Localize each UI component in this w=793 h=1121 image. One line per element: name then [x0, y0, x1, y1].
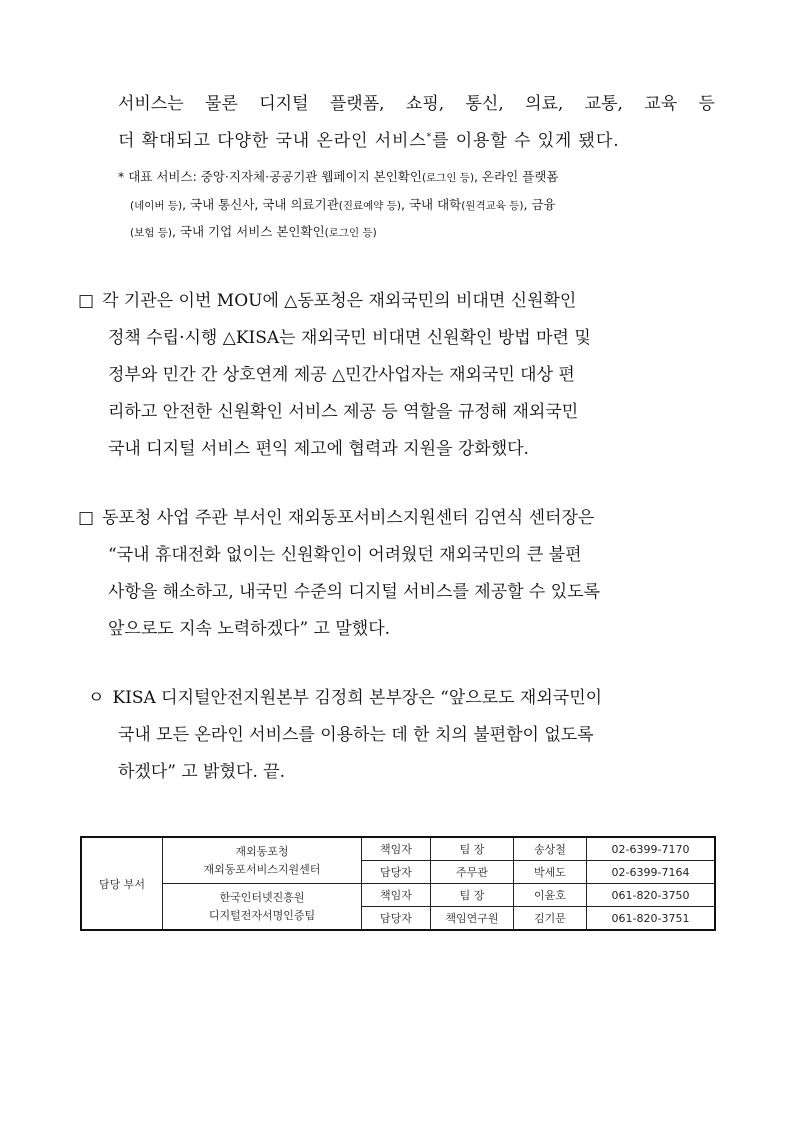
- box-bullet-icon: □: [78, 508, 95, 528]
- quote1-line-3: 사항을 해소하고, 내국민 수준의 디지털 서비스를 제공할 수 있도록: [108, 582, 601, 602]
- quote1-line-2: “국내 휴대전화 없이는 신원확인이 어려웠던 재외국민의 큰 불편: [108, 545, 582, 565]
- intro-word: 플랫폼,: [329, 94, 385, 114]
- org-unit: 디지털전자서명인증팀: [208, 908, 316, 922]
- dept-label: 담당 부서: [81, 837, 163, 930]
- quote1-line-1: [78, 507, 594, 529]
- phone-cell: 061-820-3751: [587, 907, 716, 931]
- intro-word: 통신,: [465, 94, 504, 114]
- footnote-text: , 국내 통신사, 국내 의료기관: [182, 197, 339, 212]
- footnote-text: , 국내 기업 서비스 본인확인: [171, 224, 325, 239]
- footnote-text: , 온라인 플랫폼: [474, 169, 559, 184]
- title-cell: 팀 장: [431, 837, 514, 861]
- name-cell: 송상철: [514, 837, 587, 861]
- footnote-line-2: [130, 196, 556, 215]
- footnote-paren: (로그인 등): [421, 172, 475, 184]
- role-cell: 담당자: [362, 907, 431, 931]
- footnote-paren: (원격교육 등): [461, 200, 524, 212]
- name-cell: 이윤호: [514, 884, 587, 907]
- footnote-line-1: [118, 168, 558, 187]
- footnote-text: * 대표 서비스: 중앙·지자체·공공기관 웹페이지 본인확인: [118, 169, 422, 184]
- org-name: 한국인터넷진흥원: [219, 890, 305, 904]
- mou-text: 각 기관은 이번 MOU에 △동포청은 재외국민의 비대면 신원확인: [102, 291, 577, 311]
- name-cell: 김기문: [514, 907, 587, 931]
- quote2-line-1: [88, 687, 602, 709]
- mou-line-2: 정책 수립·시행 △KISA는 재외국민 비대면 신원확인 방법 마련 및: [108, 328, 591, 348]
- footnote-paren: (진료예약 등): [338, 200, 402, 212]
- phone-cell: 02-6399-7164: [587, 861, 716, 884]
- phone-cell: 02-6399-7170: [587, 837, 716, 861]
- intro-word: 의료,: [525, 94, 564, 114]
- table-row: [81, 884, 715, 907]
- intro-line-2: [118, 130, 620, 152]
- title-cell: 주무관: [431, 861, 514, 884]
- quote2-line-2: 국내 모든 온라인 서비스를 이용하는 데 한 치의 불편함이 없도록: [118, 725, 594, 745]
- mou-line-3: 정부와 민간 간 상호연계 제공 △민간사업자는 재외국민 대상 편: [108, 365, 575, 385]
- circle-bullet-icon: ㅇ: [88, 688, 105, 708]
- intro-line-1: [118, 93, 715, 115]
- title-cell: 팀 장: [431, 884, 514, 907]
- mou-line-4: 리하고 안전한 신원확인 서비스 제공 등 역할을 규정해 재외국민: [108, 402, 579, 422]
- title-cell: 책임연구원: [431, 907, 514, 931]
- box-bullet-icon: □: [78, 291, 95, 311]
- mou-line-5: 국내 디지털 서비스 편익 제고에 협력과 지원을 강화했다.: [108, 439, 529, 459]
- intro-word: 서비스는: [118, 94, 184, 114]
- footnote-paren: (네이버 등): [130, 200, 183, 212]
- intro-line-2-before: 더 확대되고 다양한 국내 온라인 서비스: [118, 131, 427, 151]
- phone-cell: 061-820-3750: [587, 884, 716, 907]
- contact-table: [80, 836, 716, 931]
- quote1-text: 동포청 사업 주관 부서인 재외동포서비스지원센터 김연식 센터장은: [102, 508, 595, 528]
- intro-word: 등: [698, 94, 715, 114]
- footnote-mark: *: [426, 132, 433, 143]
- role-cell: 담당자: [362, 861, 431, 884]
- role-cell: 책임자: [362, 837, 431, 861]
- quote2-line-3: 하겠다” 고 밝혔다. 끝.: [118, 762, 286, 782]
- org-unit: 재외동포서비스지원센터: [203, 862, 321, 876]
- footnote-line-3: [130, 223, 377, 242]
- footnote-text: , 금융: [523, 197, 556, 212]
- intro-word: 물론: [205, 94, 238, 114]
- intro-line-2-after: 를 이용할 수 있게 됐다.: [432, 131, 620, 151]
- intro-word: 교육: [644, 94, 678, 114]
- role-cell: 책임자: [362, 884, 431, 907]
- org-cell: [163, 884, 362, 931]
- intro-word: 교통,: [584, 94, 623, 114]
- footnote-text: , 국내 대학: [401, 197, 462, 212]
- quote2-text: KISA 디지털안전지원본부 김정희 본부장은 “앞으로도 재외국민이: [112, 688, 603, 708]
- name-cell: 박세도: [514, 861, 587, 884]
- table-row: [81, 837, 715, 861]
- mou-line-1: [78, 290, 576, 312]
- footnote-paren: (보험 등): [130, 227, 172, 239]
- intro-word: 디지털: [259, 94, 309, 114]
- org-cell: [163, 837, 362, 884]
- footnote-paren: (로그인 등): [324, 227, 377, 239]
- quote1-line-4: 앞으로도 지속 노력하겠다” 고 말했다.: [108, 619, 391, 639]
- intro-word: 쇼핑,: [405, 94, 445, 114]
- org-name: 재외동포청: [235, 844, 289, 858]
